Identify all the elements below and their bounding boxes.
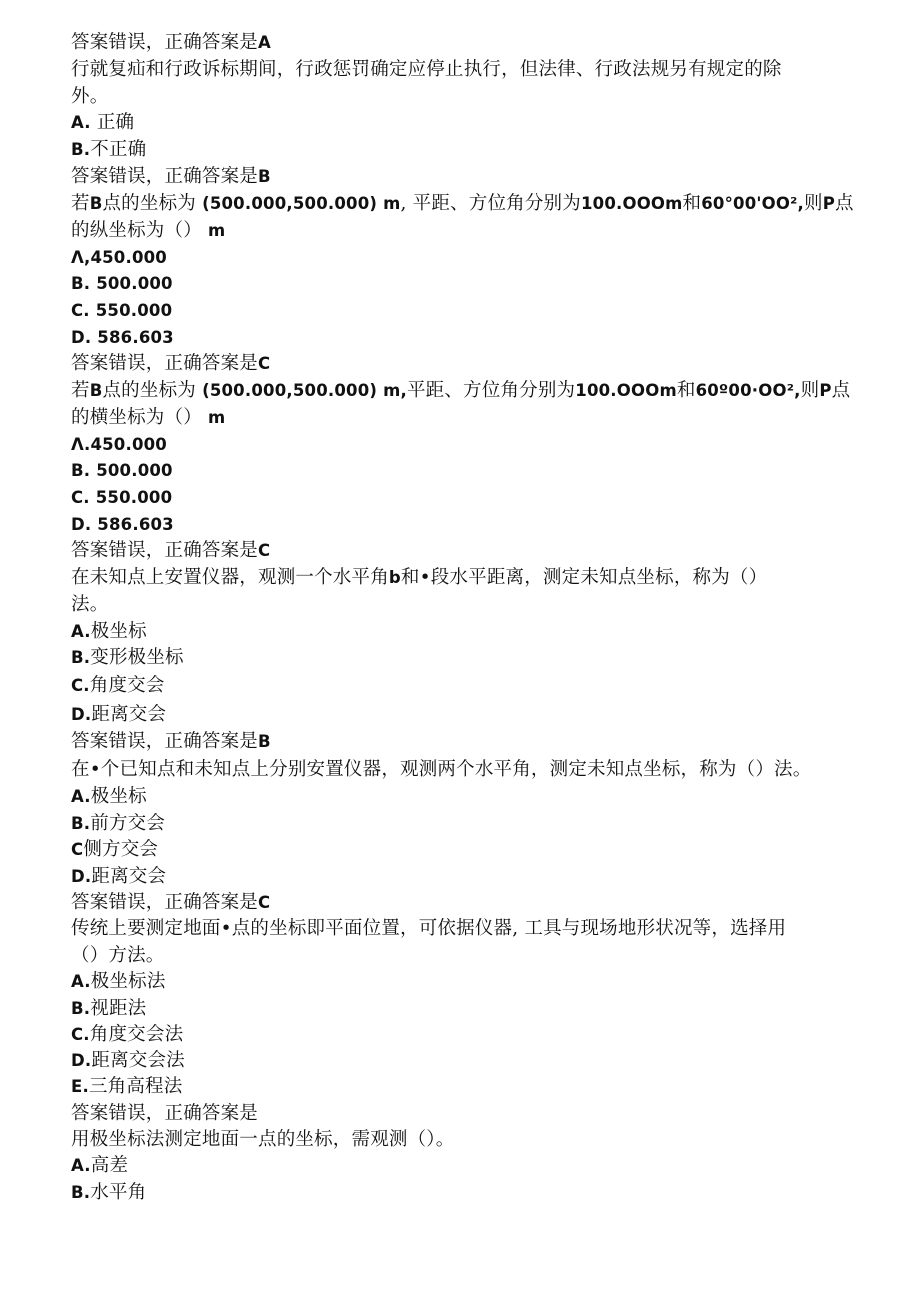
text-line	[71, 592, 108, 618]
text-line	[71, 1180, 146, 1206]
text-run: 答案错误，正确答案是	[71, 32, 259, 53]
text-line	[71, 565, 767, 591]
text-line	[71, 325, 174, 351]
bold-run: B	[89, 194, 103, 213]
text-line	[71, 485, 172, 511]
bold-run: 60°00'OO²,	[701, 194, 805, 213]
text-run: 点的坐标为	[102, 380, 203, 401]
text-line	[71, 811, 165, 837]
text-run: 法。	[71, 594, 109, 615]
text-line	[71, 757, 811, 783]
text-run: 角度交会	[89, 675, 165, 696]
bold-run: B.	[71, 648, 91, 667]
text-line	[71, 191, 854, 217]
text-line	[71, 405, 225, 431]
text-line	[71, 1153, 128, 1179]
text-run: 前方交会	[90, 813, 166, 834]
text-run: 距离交会	[91, 704, 167, 725]
text-line	[71, 512, 174, 538]
bold-run: C.	[71, 676, 90, 695]
bold-run: B	[258, 167, 271, 186]
bold-run: A.	[71, 972, 91, 991]
text-run: 极坐标	[90, 786, 147, 807]
text-line	[71, 702, 166, 728]
text-run: 传统上要测定地面•点的坐标即平面位置，可依据仪器, 工具与现场地形状况等，选择用	[71, 918, 787, 939]
text-run: 点	[835, 193, 854, 214]
bold-run: B.	[71, 999, 91, 1018]
text-run: , 平距、方位角分别为	[400, 193, 581, 214]
bold-run: D. 586.603	[71, 515, 174, 534]
bold-run: D.	[71, 1051, 92, 1070]
bold-run: B.	[71, 140, 91, 159]
text-run: 答案错误，正确答案是	[71, 166, 259, 187]
text-run: 答案错误，正确答案是	[71, 540, 259, 561]
bold-run: D. 586.603	[71, 328, 174, 347]
text-run: 不正确	[90, 139, 147, 160]
text-run: 答案错误，正确答案是	[71, 892, 259, 913]
text-line	[71, 916, 786, 942]
bold-run: B.	[71, 814, 91, 833]
bold-run: C	[258, 541, 271, 560]
text-line	[71, 784, 147, 810]
text-line	[71, 218, 225, 244]
text-run: 极坐标法	[90, 971, 166, 992]
text-run: 点	[831, 380, 851, 401]
text-line	[71, 84, 108, 110]
text-run: 和	[676, 380, 696, 401]
text-run: 视距法	[90, 998, 147, 1019]
text-line	[71, 351, 270, 377]
text-run: 距离交会	[91, 866, 167, 887]
bold-run: A.	[71, 1156, 91, 1175]
text-run: 平距、方位角分别为	[406, 380, 576, 401]
bold-run: C	[258, 893, 271, 912]
text-line	[71, 245, 167, 271]
text-line	[71, 969, 166, 995]
bold-run: m	[207, 221, 226, 240]
text-run: 水平角	[90, 1182, 147, 1203]
bold-run: C.	[71, 1025, 90, 1044]
text-line	[71, 298, 172, 324]
text-line	[71, 1048, 185, 1074]
bold-run: B.	[71, 1183, 91, 1202]
bold-run: A.	[71, 622, 91, 641]
text-run: 三角高程法	[88, 1076, 183, 1097]
bold-run: b	[388, 568, 401, 587]
text-line	[71, 1074, 182, 1100]
text-run: 外。	[71, 86, 109, 107]
text-run: 答案错误，正确答案是	[71, 1103, 259, 1124]
bold-run: 100.OOOm	[575, 381, 677, 400]
text-run: 的横坐标为（）	[71, 407, 208, 428]
bold-run: E.	[71, 1077, 89, 1096]
text-line	[71, 837, 158, 863]
bold-run: C. 550.000	[71, 301, 173, 320]
text-line	[71, 30, 271, 56]
text-line	[71, 57, 782, 83]
text-line	[71, 864, 166, 890]
text-run: （）方法。	[71, 945, 165, 966]
text-line	[71, 645, 184, 671]
text-line	[71, 729, 271, 755]
bold-run: (500.000,500.000) m,	[202, 381, 407, 400]
text-run: 则	[800, 380, 820, 401]
bold-run: 100.OOOm	[580, 194, 683, 213]
text-run: 行就复疝和行政诉标期间，行政惩罚确定应停止执行，但法律、行政法规另有规定的除	[71, 59, 782, 80]
text-line	[71, 619, 147, 645]
text-line	[71, 943, 165, 969]
bold-run: C	[258, 354, 271, 373]
bold-run: D.	[71, 867, 92, 886]
text-run: 高差	[90, 1155, 129, 1176]
text-run: 和	[682, 193, 702, 214]
bold-run: m	[207, 408, 226, 427]
text-run: 和•段水平距离，测定未知点坐标，称为（）	[400, 567, 768, 588]
bold-run: C	[71, 840, 84, 859]
text-line	[71, 890, 270, 916]
text-run: 在•个已知点和未知点上分别安置仪器，观测两个水平角，测定未知点坐标，称为（）法。	[71, 759, 812, 780]
text-run: 则	[804, 193, 823, 214]
bold-run: B	[258, 732, 271, 751]
text-line	[71, 137, 146, 163]
bold-run: C. 550.000	[71, 488, 173, 507]
text-run: 侧方交会	[83, 839, 159, 860]
text-run: 正确	[90, 112, 135, 133]
bold-run: D.	[71, 705, 92, 724]
text-line	[71, 271, 173, 297]
text-run: 变形极坐标	[90, 647, 184, 668]
text-run: 距离交会法	[91, 1050, 185, 1071]
text-run: 用极坐标法测定地面一点的坐标，需观测（）。	[71, 1129, 455, 1150]
text-run: 若	[71, 193, 90, 214]
bold-run: A	[258, 33, 271, 52]
text-line	[71, 110, 134, 136]
text-line	[71, 1101, 258, 1127]
text-line	[71, 1022, 183, 1048]
bold-run: B	[89, 381, 103, 400]
text-line	[71, 673, 165, 699]
bold-run: B. 500.000	[71, 274, 173, 293]
text-line	[71, 996, 146, 1022]
text-run: 若	[71, 380, 90, 401]
bold-run: 60º00·OO²,	[695, 381, 801, 400]
text-line	[71, 1127, 454, 1153]
text-run: 角度交会法	[89, 1024, 184, 1045]
text-run: 在未知点上安置仪器，观测一个水平角	[71, 567, 389, 588]
text-line	[71, 378, 850, 404]
bold-run: P	[819, 381, 832, 400]
bold-run: Λ,450.000	[71, 248, 167, 267]
text-line	[71, 164, 271, 190]
text-run: 极坐标	[90, 621, 147, 642]
text-run: 答案错误，正确答案是	[71, 731, 259, 752]
text-run: 点的坐标为	[102, 193, 203, 214]
bold-run: A.	[71, 113, 91, 132]
text-line	[71, 538, 270, 564]
text-line	[71, 432, 167, 458]
bold-run: Λ.450.000	[71, 435, 167, 454]
bold-run: (500.000,500.000) m	[202, 194, 401, 213]
text-run: 的纵坐标为（）	[71, 220, 208, 241]
text-run: 答案错误，正确答案是	[71, 353, 259, 374]
bold-run: B. 500.000	[71, 461, 173, 480]
text-line	[71, 458, 173, 484]
bold-run: A.	[71, 787, 91, 806]
bold-run: P	[822, 194, 836, 213]
